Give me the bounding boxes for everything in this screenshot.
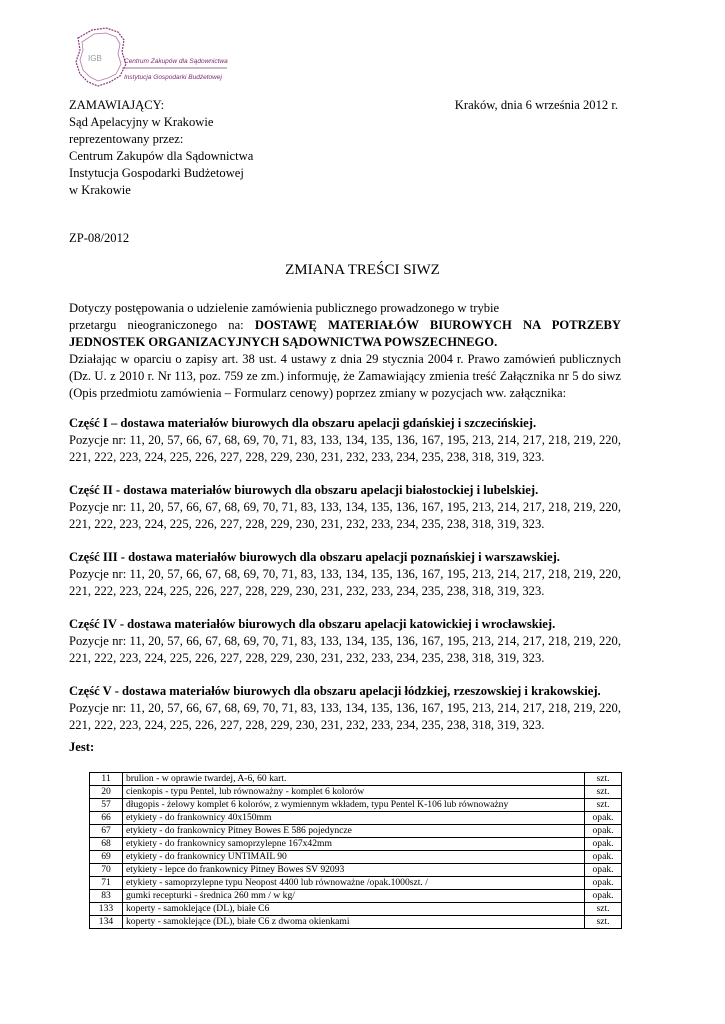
contracting-authority bbox=[69, 97, 253, 199]
intro-paragraph bbox=[69, 300, 621, 402]
item-number-cell: 133 bbox=[90, 903, 123, 916]
item-description-cell: brulion - w oprawie twardej, A-6, 60 kart. bbox=[123, 773, 585, 786]
item-number-cell: 68 bbox=[90, 838, 123, 851]
item-description-cell: etykiety - lepce do frankownicy Pitney Bowes SV 92093 bbox=[123, 864, 585, 877]
part-heading: Część II - dostawa materiałów biurowych dla obszaru apelacji białostockiej i lubelskiej. bbox=[69, 483, 539, 497]
item-number-cell: 70 bbox=[90, 864, 123, 877]
item-description-cell: etykiety - do frankownicy 40x150mm bbox=[123, 812, 585, 825]
part-positions: Pozycje nr: 11, 20, 57, 66, 67, 68, 69, 70, 71, 83, 133, 134, 135, 136, 167, 195, 213, 214, 217, 218, 219, 220, 221, 222, 223, 224, 225, 226, 227, 228, 229, 230, 231, 232, 233, 234, 235, 238, 318, 319, 323. bbox=[69, 567, 621, 598]
table-row bbox=[90, 825, 622, 838]
part-heading: Część IV - dostawa materiałów biurowych dla obszaru apelacji katowickiej i wrocławskiej. bbox=[69, 617, 556, 631]
part-positions: Pozycje nr: 11, 20, 57, 66, 67, 68, 69, 70, 71, 83, 133, 134, 135, 136, 167, 195, 213, 214, 217, 218, 219, 220, 221, 222, 223, 224, 225, 226, 227, 228, 229, 230, 231, 232, 233, 234, 235, 238, 318, 319, 323. bbox=[69, 500, 621, 531]
item-unit-cell: opak. bbox=[585, 825, 622, 838]
part-section bbox=[69, 549, 621, 600]
intro-line-2 bbox=[69, 317, 621, 351]
part-section bbox=[69, 415, 621, 466]
intro-line-1: Dotyczy postępowania o udzielenie zamówienia publicznego prowadzonego w trybie bbox=[69, 301, 500, 315]
reference-number: ZP-08/2012 bbox=[69, 231, 130, 245]
logo-line-1: Centrum Zakupów dla Sądownictwa bbox=[124, 58, 228, 65]
page-title: ZMIANA TREŚCI SIWZ bbox=[285, 262, 440, 278]
part-section bbox=[69, 683, 621, 734]
intro-line-3: Działając w oparciu o zapisy art. 38 ust. 4 ustawy z dnia 29 stycznia 2004 r. Prawo zamówień publicznych (Dz. U. z 2010 r. Nr 113, poz. 759 ze zm.) informuję, że Zamawiający zmienia treść Załącznika nr 5 do siwz (Opis przedmiotu zamówienia – Formularz cenowy) poprzez zmiany w pozycjach ww. załącznika: bbox=[69, 352, 621, 400]
table-row bbox=[90, 786, 622, 799]
table-row bbox=[90, 916, 622, 929]
logo-line-2: Instytucja Gospodarki Budżetowej bbox=[124, 74, 222, 81]
item-unit-cell: opak. bbox=[585, 812, 622, 825]
item-number-cell: 69 bbox=[90, 851, 123, 864]
header-line: ZAMAWIAJĄCY: bbox=[69, 98, 165, 112]
items-table-body bbox=[90, 773, 622, 929]
header-line: reprezentowany przez: bbox=[69, 132, 184, 146]
item-description-cell: gumki recepturki - średnica 260 mm / w kg/ bbox=[123, 890, 585, 903]
item-unit-cell: szt. bbox=[585, 903, 622, 916]
item-description-cell: etykiety - do frankownicy UNTIMAIL 90 bbox=[123, 851, 585, 864]
item-number-cell: 83 bbox=[90, 890, 123, 903]
item-unit-cell: opak. bbox=[585, 864, 622, 877]
item-description-cell: koperty - samoklejące (DL), białe C6 bbox=[123, 903, 585, 916]
part-positions: Pozycje nr: 11, 20, 57, 66, 67, 68, 69, 70, 71, 83, 133, 134, 135, 136, 167, 195, 213, 214, 217, 218, 219, 220, 221, 222, 223, 224, 225, 226, 227, 228, 229, 230, 231, 232, 233, 234, 235, 238, 318, 319, 323. bbox=[69, 701, 621, 732]
item-number-cell: 11 bbox=[90, 773, 123, 786]
header-line: w Krakowie bbox=[69, 183, 131, 197]
items-table bbox=[89, 772, 622, 929]
part-section bbox=[69, 482, 621, 533]
table-row bbox=[90, 773, 622, 786]
header-line: Centrum Zakupów dla Sądownictwa bbox=[69, 149, 254, 163]
item-number-cell: 67 bbox=[90, 825, 123, 838]
item-description-cell: etykiety - samoprzylepne typu Neopost 4400 lub równoważne /opak.1000szt. / bbox=[123, 877, 585, 890]
part-heading: Część V - dostawa materiałów biurowych dla obszaru apelacji łódzkiej, rzeszowskiej i krakowskiej. bbox=[69, 684, 601, 698]
item-description-cell: długopis - żelowy komplet 6 kolorów, z wymiennym wkładem, typu Pentel K-106 lub równoważny bbox=[123, 799, 585, 812]
item-description-cell: etykiety - do frankownicy samoprzylepne 167x42mm bbox=[123, 838, 585, 851]
intro-subject: DOSTAWĘ MATERIAŁÓW BIUROWYCH NA POTRZEBY JEDNOSTEK ORGANIZACYJNYCH SĄDOWNICTWA POWSZECHNEGO. bbox=[69, 318, 621, 349]
logo-igb: IGB bbox=[88, 54, 102, 63]
logo bbox=[72, 24, 232, 94]
table-row bbox=[90, 864, 622, 877]
item-description-cell: koperty - samoklejące (DL), białe C6 z dwoma okienkami bbox=[123, 916, 585, 929]
item-unit-cell: szt. bbox=[585, 799, 622, 812]
item-number-cell: 134 bbox=[90, 916, 123, 929]
part-heading: Część I – dostawa materiałów biurowych dla obszaru apelacji gdańskiej i szczecińskiej. bbox=[69, 416, 537, 430]
item-number-cell: 71 bbox=[90, 877, 123, 890]
item-unit-cell: szt. bbox=[585, 786, 622, 799]
table-row bbox=[90, 799, 622, 812]
header-line: Instytucja Gospodarki Budżetowej bbox=[69, 166, 244, 180]
table-row bbox=[90, 851, 622, 864]
item-unit-cell: szt. bbox=[585, 773, 622, 786]
part-section bbox=[69, 616, 621, 667]
item-description-cell: etykiety - do frankownicy Pitney Bowes E 586 pojedyncze bbox=[123, 825, 585, 838]
item-unit-cell: opak. bbox=[585, 877, 622, 890]
parts-list bbox=[69, 415, 621, 750]
item-unit-cell: szt. bbox=[585, 916, 622, 929]
jest-label: Jest: bbox=[69, 740, 95, 754]
item-description-cell: cienkopis - typu Pentel, lub równoważny - komplet 6 kolorów bbox=[123, 786, 585, 799]
table-row bbox=[90, 903, 622, 916]
item-number-cell: 66 bbox=[90, 812, 123, 825]
document-date: Kraków, dnia 6 września 2012 r. bbox=[454, 98, 618, 112]
intro-mode-text: przetargu nieograniczonego na: bbox=[69, 318, 255, 332]
item-number-cell: 20 bbox=[90, 786, 123, 799]
item-unit-cell: opak. bbox=[585, 851, 622, 864]
part-heading: Część III - dostawa materiałów biurowych dla obszaru apelacji poznańskiej i warszawskiej. bbox=[69, 550, 560, 564]
part-positions: Pozycje nr: 11, 20, 57, 66, 67, 68, 69, 70, 71, 83, 133, 134, 135, 136, 167, 195, 213, 214, 217, 218, 219, 220, 221, 222, 223, 224, 225, 226, 227, 228, 229, 230, 231, 232, 233, 234, 235, 238, 318, 319, 323. bbox=[69, 433, 621, 464]
table-row bbox=[90, 890, 622, 903]
item-number-cell: 57 bbox=[90, 799, 123, 812]
table-row bbox=[90, 838, 622, 851]
item-unit-cell: opak. bbox=[585, 890, 622, 903]
item-unit-cell: opak. bbox=[585, 838, 622, 851]
table-row bbox=[90, 877, 622, 890]
header-line: Sąd Apelacyjny w Krakowie bbox=[69, 115, 214, 129]
table-row bbox=[90, 812, 622, 825]
part-positions: Pozycje nr: 11, 20, 57, 66, 67, 68, 69, 70, 71, 83, 133, 134, 135, 136, 167, 195, 213, 214, 217, 218, 219, 220, 221, 222, 223, 224, 225, 226, 227, 228, 229, 230, 231, 232, 233, 234, 235, 238, 318, 319, 323. bbox=[69, 634, 621, 665]
